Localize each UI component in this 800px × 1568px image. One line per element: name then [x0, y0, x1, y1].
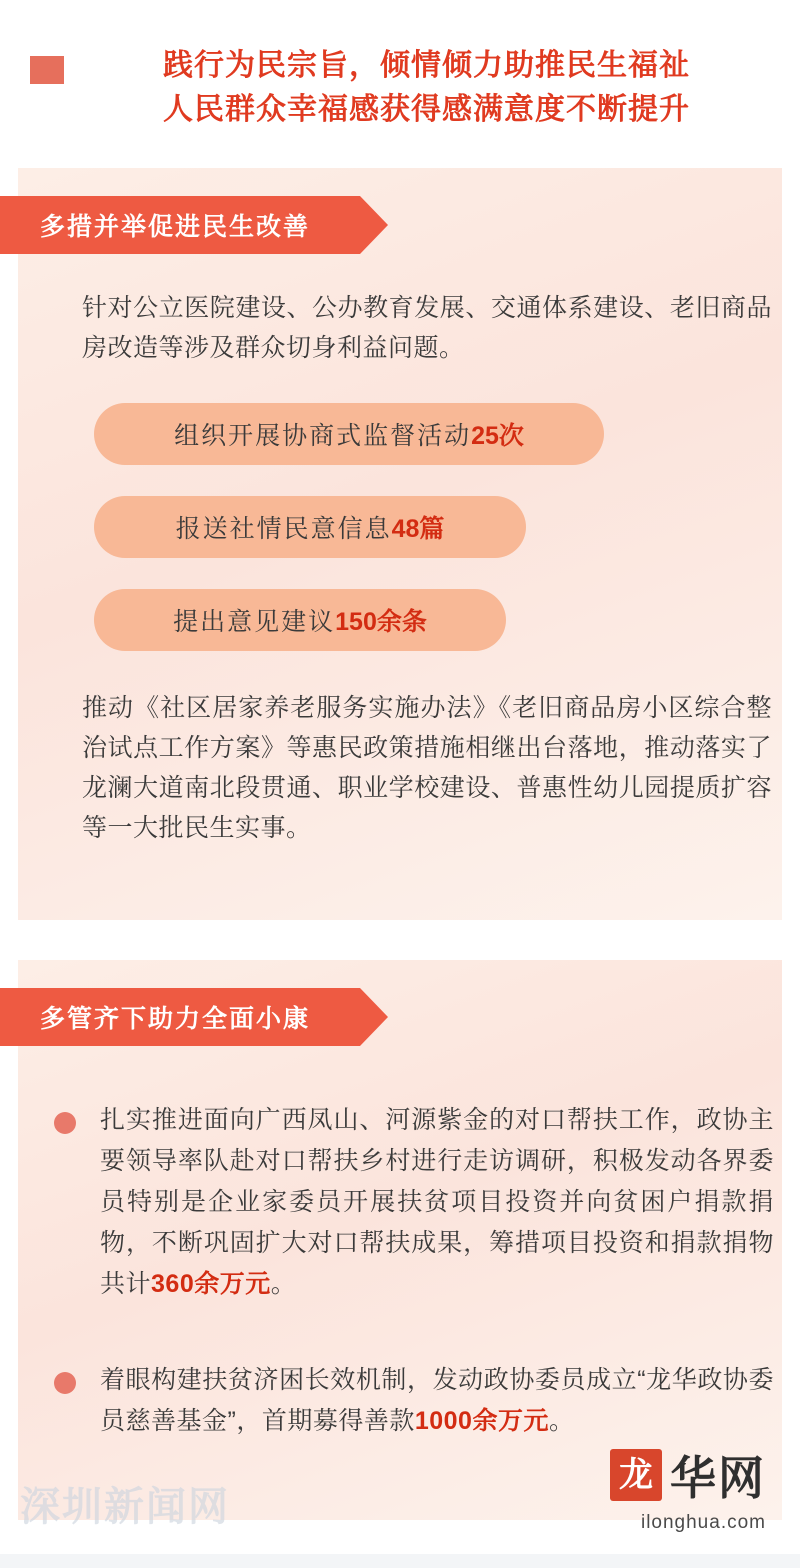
list-item: [54, 1360, 774, 1442]
bullet-2-text-after: 。: [548, 1407, 575, 1435]
header-accent-block: [30, 56, 64, 84]
stat-pill-1: [94, 403, 604, 465]
list-item: [54, 1100, 774, 1305]
stat-pill-2: [94, 496, 526, 558]
stat-pill-3-label: 提出意见建议: [173, 608, 336, 636]
stat-pill-3: [94, 589, 506, 651]
bullet-1-text: [100, 1100, 774, 1305]
header-title-group: [70, 44, 770, 132]
section-2-heading-ribbon: [0, 988, 360, 1046]
bullet-dot-icon: [54, 1112, 76, 1134]
section-1-intro-paragraph: 针对公立医院建设、公办教育发展、交通体系建设、老旧商品房改造等涉及群众切身利益问题。: [82, 294, 772, 362]
section-2-heading-text: 多管齐下助力全面小康: [40, 1005, 311, 1033]
section-1-heading-ribbon: [0, 196, 360, 254]
stat-pill-1-value: 25次: [471, 422, 524, 450]
page-title-line2: 人民群众幸福感获得感满意度不断提升: [163, 93, 690, 126]
poster-header: [0, 44, 800, 154]
stat-pill-3-value: 150余条: [335, 608, 427, 636]
watermark-text: 深圳新闻网: [20, 1485, 230, 1529]
bullet-1-text-after: 。: [270, 1270, 297, 1298]
section-card-2: [18, 960, 782, 1520]
section-1-outro-paragraph: 推动《社区居家养老服务实施办法》《老旧商品房小区综合整治试点工作方案》等惠民政策措施相继出台落地，推动落实了龙澜大道南北段贯通、职业学校建设、普惠性幼儿园提质扩容等一大批民生实事。: [82, 694, 772, 842]
site-logo: [610, 1442, 766, 1534]
bullet-1-highlight: 360余万元: [151, 1270, 271, 1298]
bullet-dot-icon: [54, 1372, 76, 1394]
stat-pill-1-label: 组织开展协商式监督活动: [174, 422, 472, 450]
logo-url: ilonghua.com: [640, 1512, 766, 1533]
logo-badge-icon: 龙: [610, 1449, 662, 1501]
ribbon-arrow-icon: [360, 196, 388, 254]
bullet-2-text-before: 着眼构建扶贫济困长效机制，发动政协委员成立“龙华政协委员慈善基金”，首期募得善款: [100, 1366, 774, 1435]
bullet-2-text: [100, 1360, 774, 1442]
section-card-1: [18, 168, 782, 920]
logo-row: [610, 1442, 766, 1508]
ribbon-arrow-icon: [360, 988, 388, 1046]
section-1-heading-text: 多措并举促进民生改善: [40, 213, 311, 241]
footer-strip: [0, 1554, 800, 1568]
page-title-line1: 践行为民宗旨，倾情倾力助推民生福祉: [163, 49, 690, 82]
stat-pill-2-value: 48篇: [391, 515, 445, 543]
stat-pill-2-label: 报送社情民意信息: [175, 515, 392, 543]
bullet-1-text-before: 扎实推进面向广西凤山、河源紫金的对口帮扶工作，政协主要领导率队赴对口帮扶乡村进行走访调研，积极发动各界委员特别是企业家委员开展扶贫项目投资并向贫困户捐款捐物，不断巩固扩大对口帮扶成果，筹措项目投资和捐款捐物共计: [100, 1106, 774, 1298]
logo-wordmark: 华网: [670, 1452, 766, 1504]
bullet-2-highlight: 1000余万元: [414, 1407, 549, 1435]
